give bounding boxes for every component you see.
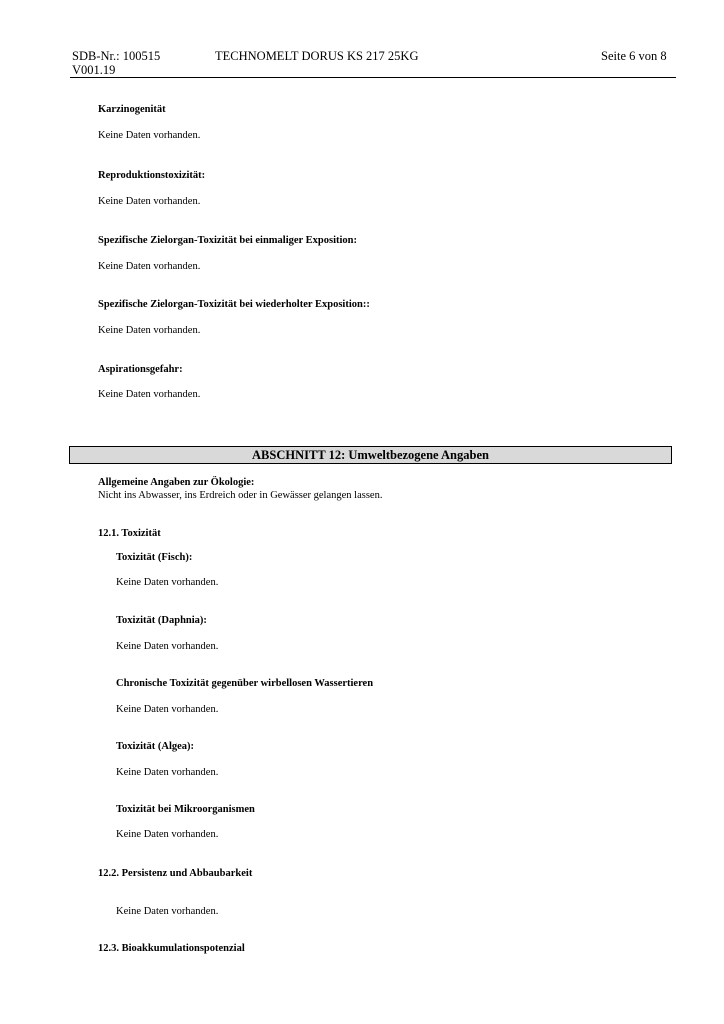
section-12-3-heading: 12.3. Bioakkumulationspotenzial	[98, 943, 245, 954]
reproductive-toxicity-heading: Reproduktionstoxizität:	[98, 170, 206, 181]
stot-repeated-text: Keine Daten vorhanden.	[98, 325, 201, 336]
sdb-number: SDB-Nr.: 100515	[72, 49, 161, 63]
section-12-bar	[69, 446, 672, 464]
aspiration-hazard-text: Keine Daten vorhanden.	[98, 389, 201, 400]
section-12-title: ABSCHNITT 12: Umweltbezogene Angaben	[252, 448, 489, 462]
algae-toxicity-text: Keine Daten vorhanden.	[116, 767, 219, 778]
product-name: TECHNOMELT DORUS KS 217 25KG	[215, 49, 419, 63]
microorganism-toxicity-text: Keine Daten vorhanden.	[116, 829, 219, 840]
daphnia-toxicity-heading: Toxizität (Daphnia):	[116, 615, 207, 626]
header-rule	[70, 77, 676, 78]
general-ecology-heading: Allgemeine Angaben zur Ökologie:	[98, 477, 255, 488]
section-12-2-text: Keine Daten vorhanden.	[116, 906, 219, 917]
chronic-invertebrate-toxicity-text: Keine Daten vorhanden.	[116, 704, 219, 715]
version-number: V001.19	[72, 63, 116, 77]
carcinogenicity-heading: Karzinogenität	[98, 104, 166, 115]
stot-repeated-heading: Spezifische Zielorgan-Toxizität bei wiederholter Exposition::	[98, 299, 370, 310]
reproductive-toxicity-text: Keine Daten vorhanden.	[98, 196, 201, 207]
page-number: Seite 6 von 8	[601, 49, 667, 63]
section-12-1-heading: 12.1. Toxizität	[98, 528, 161, 539]
algae-toxicity-heading: Toxizität (Algea):	[116, 741, 195, 752]
fish-toxicity-heading: Toxizität (Fisch):	[116, 552, 193, 563]
daphnia-toxicity-text: Keine Daten vorhanden.	[116, 641, 219, 652]
chronic-invertebrate-toxicity-heading: Chronische Toxizität gegenüber wirbellosen Wassertieren	[116, 678, 374, 689]
section-12-2-heading: 12.2. Persistenz und Abbaubarkeit	[98, 868, 253, 879]
carcinogenicity-text: Keine Daten vorhanden.	[98, 130, 201, 141]
aspiration-hazard-heading: Aspirationsgefahr:	[98, 364, 183, 375]
stot-single-text: Keine Daten vorhanden.	[98, 261, 201, 272]
microorganism-toxicity-heading: Toxizität bei Mikroorganismen	[116, 804, 255, 815]
general-ecology-text: Nicht ins Abwasser, ins Erdreich oder in Gewässer gelangen lassen.	[98, 490, 383, 501]
fish-toxicity-text: Keine Daten vorhanden.	[116, 577, 219, 588]
stot-single-heading: Spezifische Zielorgan-Toxizität bei einmaliger Exposition:	[98, 235, 357, 246]
